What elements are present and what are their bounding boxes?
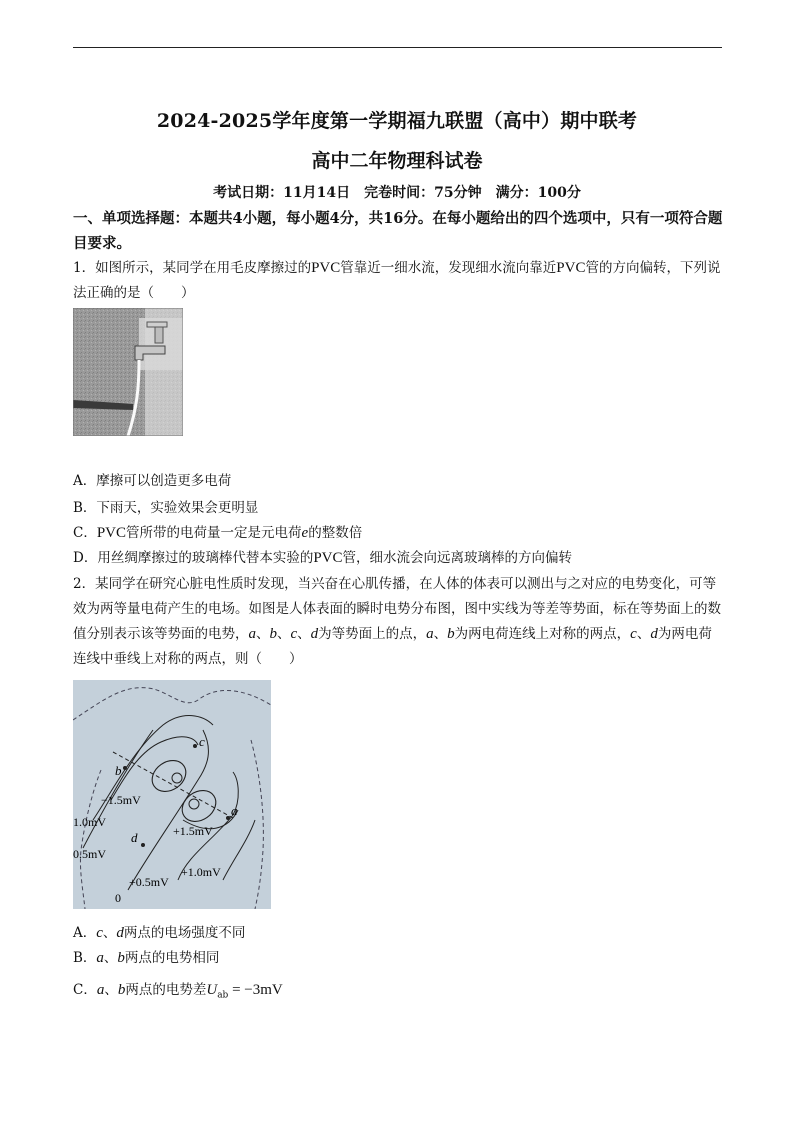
q1-option-d: D．用丝绸摩擦过的玻璃棒代替本实验的PVC管，细水流会向远离玻璃棒的方向偏转 [73, 550, 573, 566]
q1-option-a: A．摩擦可以创造更多电荷 [73, 473, 232, 489]
q1-option-c: C．PVC管所带的电荷量一定是元电荷e的整数倍 [73, 525, 363, 541]
faucet-water-photo [73, 308, 183, 436]
q2-option-a: A．c、d两点的电场强度不同 [73, 925, 246, 941]
exam-subtitle: 高中二年物理科试卷 [311, 150, 483, 172]
label-plus-1-5mv: +1.5mV [173, 824, 213, 838]
top-rule [73, 47, 722, 48]
point-c-label: c [199, 734, 205, 749]
point-b-label: b [115, 763, 122, 778]
exam-meta: 考试日期：11月14日 完卷时间：75分钟 满分：100分 [213, 185, 581, 201]
exam-title: 2024-2025学年度第一学期福九联盟（高中）期中联考 [156, 110, 638, 132]
label-minus-1-5mv: −1.5mV [101, 793, 141, 807]
label-plus-0-5mv: +0.5mV [129, 875, 169, 889]
label-0-5mv: 0.5mV [73, 847, 106, 861]
point-d-label: d [131, 830, 138, 845]
equipotential-diagram [73, 680, 271, 909]
q2-option-c: C．a、b两点的电势差$U_{ab} = -3mV$ [73, 982, 283, 1001]
q2-option-b: B．a、b两点的电势相同 [73, 950, 220, 966]
section-heading: 一、单项选择题：本题共4小题，每小题4分，共16分。在每小题给出的四个选项中，只有一项符合题目要求。 [73, 210, 723, 252]
question-1-stem: 1．如图所示，某同学在用毛皮摩擦过的PVC管靠近一细水流，发现细水流向靠近PVC管的方向偏转，下列说法正确的是（ ） [73, 260, 721, 301]
point-a-label: a [231, 803, 238, 818]
q1-option-b: B．下雨天，实验效果会更明显 [73, 500, 259, 516]
question-2-stem: 2．某同学在研究心脏电性质时发现，当兴奋在心肌传播，在人体的体表可以测出与之对应的电势变化，可等效为两等量电荷产生的电场。如图是人体表面的瞬时电势分布图，图中实线为等差等势面，标在等势面上的数值分别表示该等势面的电势，a、b、c、d为等势面上的点，a、b为两电荷连线上对称的两点，c、d为两电荷连线中垂线上对称的两点，则（ ） [73, 576, 721, 667]
label-zero: 0 [115, 891, 121, 905]
label-1-0mv: 1.0mV [73, 815, 106, 829]
label-plus-1-0mv: +1.0mV [181, 865, 221, 879]
